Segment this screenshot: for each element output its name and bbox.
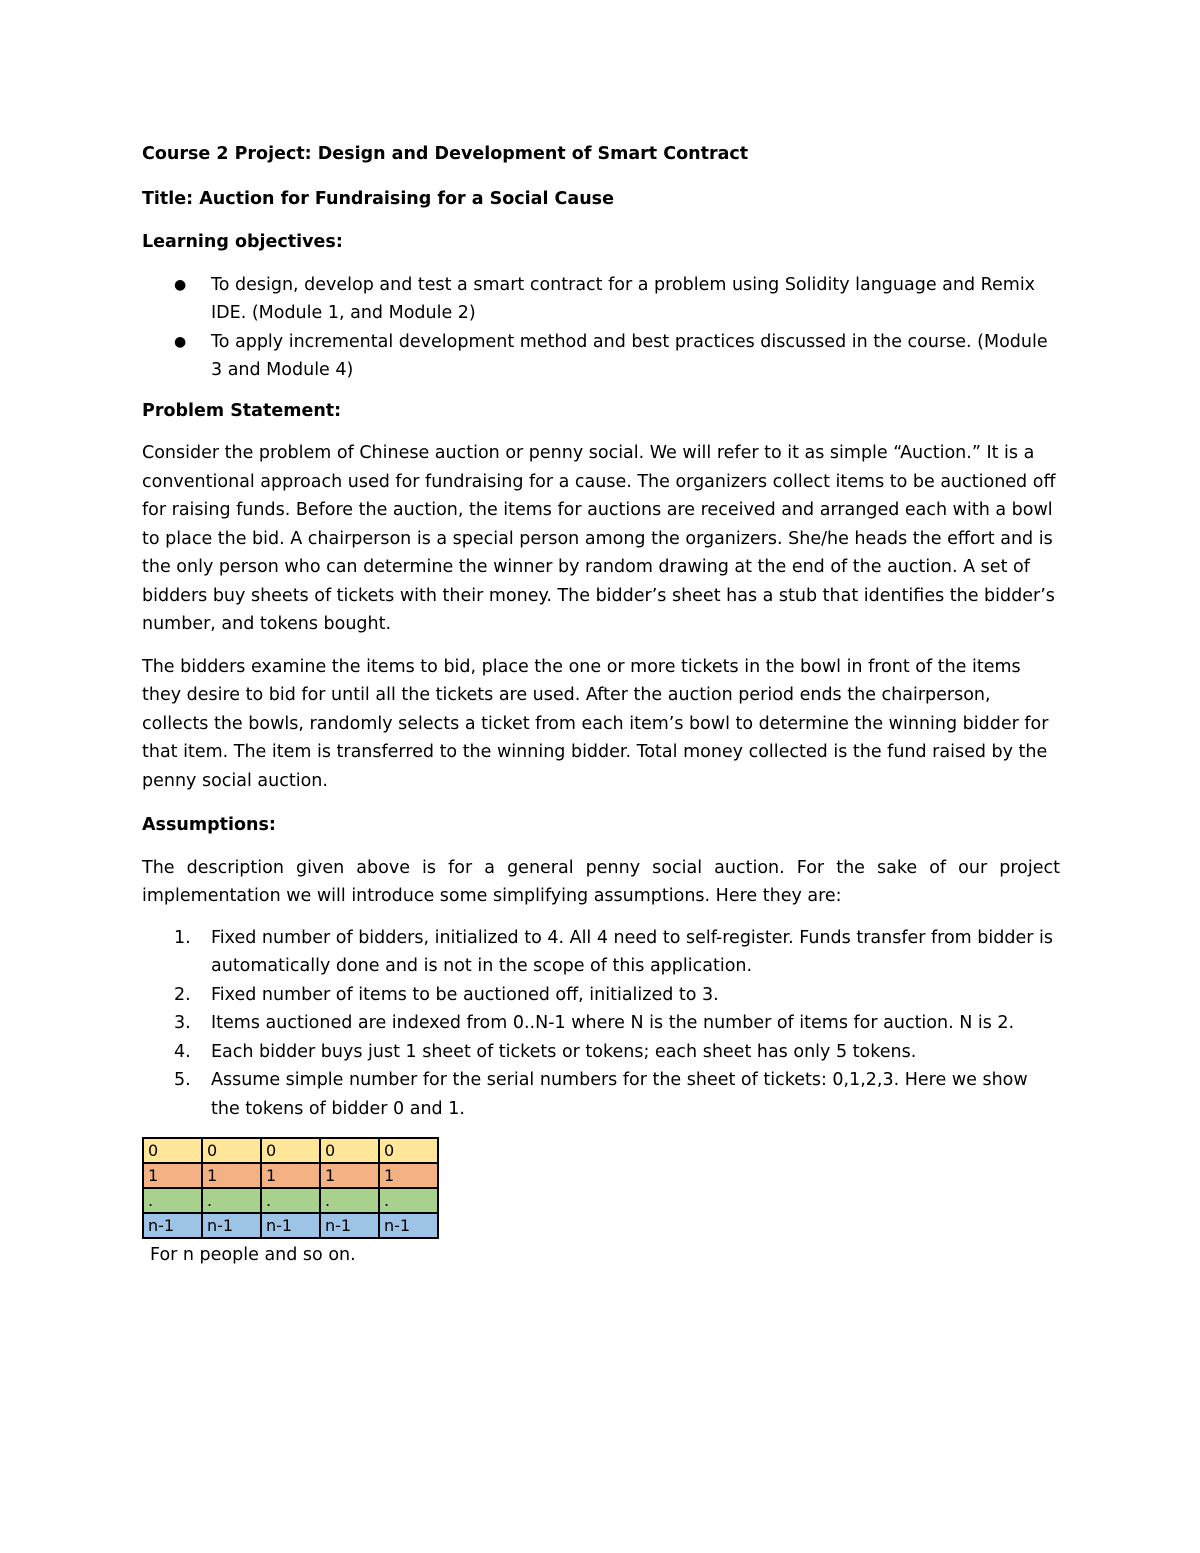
token-table <box>142 1137 439 1239</box>
token-cell: 0 <box>202 1138 261 1163</box>
table-caption: For n people and so on. <box>150 1245 356 1265</box>
assumptions-heading: Assumptions: <box>142 815 276 835</box>
token-cell: . <box>143 1188 202 1213</box>
token-cell: 1 <box>202 1163 261 1188</box>
token-cell: n-1 <box>320 1213 379 1238</box>
objectives-list <box>142 271 1060 385</box>
problem-paragraph-1: Consider the problem of Chinese auction or penny social. We will refer to it as simple “Auction.” It is a conventional approach used for fundraising for a cause. The organizers collect items to be auctioned off for raising funds. Before the auction, the items for auctions are received and arranged each with a bowl to place the bid. A chairperson is a special person among the organizers. She/he heads the effort and is the only person who can determine the winner by random drawing at the end of the auction. A set of bidders buy sheets of tickets with their money. The bidder’s sheet has a stub that identifies the bidder’s number, and tokens bought. <box>142 443 1056 634</box>
token-cell: n-1 <box>379 1213 438 1238</box>
learning-objectives-heading: Learning objectives: <box>142 232 343 252</box>
assumption-text: Fixed number of bidders, initialized to 4. All 4 need to self-register. Funds transfer from bidder is automatically done and is not in the scope of this application. <box>211 927 1053 976</box>
bullet-icon: ● <box>174 333 187 350</box>
token-row <box>143 1138 438 1163</box>
assumption-item <box>142 1038 1060 1067</box>
assumptions-intro: The description given above is for a general penny social auction. For the sake of our project implementation we will introduce some simplifying assumptions. Here they are: <box>142 857 1060 906</box>
course-title: Course 2 Project: Design and Development of Smart Contract <box>142 144 749 164</box>
token-cell: 0 <box>143 1138 202 1163</box>
token-cell: 1 <box>379 1163 438 1188</box>
assumption-text: Fixed number of items to be auctioned off, initialized to 3. <box>211 984 719 1005</box>
assumption-number: 4. <box>174 1041 191 1062</box>
token-cell: 1 <box>143 1163 202 1188</box>
assumption-number: 5. <box>174 1070 191 1090</box>
assumption-number: 3. <box>174 1013 191 1033</box>
document-page <box>142 140 1060 1270</box>
assumption-text: Assume simple number for the serial numbers for the sheet of tickets: 0,1,2,3. Here we show the tokens of bidder 0 and 1. <box>211 1070 1028 1119</box>
token-cell: . <box>320 1188 379 1213</box>
assumption-item <box>142 981 1060 1010</box>
token-row <box>143 1163 438 1188</box>
objective-text: To design, develop and test a smart contract for a problem using Solidity language and Remix IDE. (Module 1, and Module 2) <box>211 274 1036 323</box>
assumptions-list <box>142 924 1060 1124</box>
assumption-item <box>142 1066 1060 1123</box>
assumption-number: 1. <box>174 927 191 948</box>
token-table-body <box>143 1138 438 1238</box>
token-cell: . <box>379 1188 438 1213</box>
assumption-item <box>142 924 1060 981</box>
token-cell: 0 <box>320 1138 379 1163</box>
token-cell: 0 <box>379 1138 438 1163</box>
problem-paragraph-2: The bidders examine the items to bid, place the one or more tickets in the bowl in front of the items they desire to bid for until all the tickets are used. After the auction period ends the chairperson, collects the bowls, randomly selects a ticket from each item’s bowl to determine the winning bidder for that item. The item is transferred to the winning bidder. Total money collected is the fund raised by the penny social auction. <box>142 656 1049 791</box>
assumption-text: Each bidder buys just 1 sheet of tickets or tokens; each sheet has only 5 tokens. <box>211 1041 917 1062</box>
assumption-item <box>142 1009 1060 1038</box>
token-cell: n-1 <box>202 1213 261 1238</box>
token-row <box>143 1213 438 1238</box>
token-cell: n-1 <box>143 1213 202 1238</box>
assumption-text: Items auctioned are indexed from 0..N-1 where N is the number of items for auction. N is 2. <box>211 1013 1015 1033</box>
objective-item <box>142 328 1060 385</box>
token-cell: 0 <box>261 1138 320 1163</box>
document-title: Title: Auction for Fundraising for a Social Cause <box>142 188 614 209</box>
token-cell: 1 <box>320 1163 379 1188</box>
token-cell: . <box>202 1188 261 1213</box>
bullet-icon: ● <box>174 276 187 293</box>
token-cell: . <box>261 1188 320 1213</box>
problem-statement-heading: Problem Statement: <box>142 400 342 421</box>
token-cell: 1 <box>261 1163 320 1188</box>
objective-text: To apply incremental development method and best practices discussed in the course. (Module 3 and Module 4) <box>211 331 1048 380</box>
token-row <box>143 1188 438 1213</box>
objective-item <box>142 271 1060 328</box>
assumption-number: 2. <box>174 984 191 1005</box>
token-cell: n-1 <box>261 1213 320 1238</box>
